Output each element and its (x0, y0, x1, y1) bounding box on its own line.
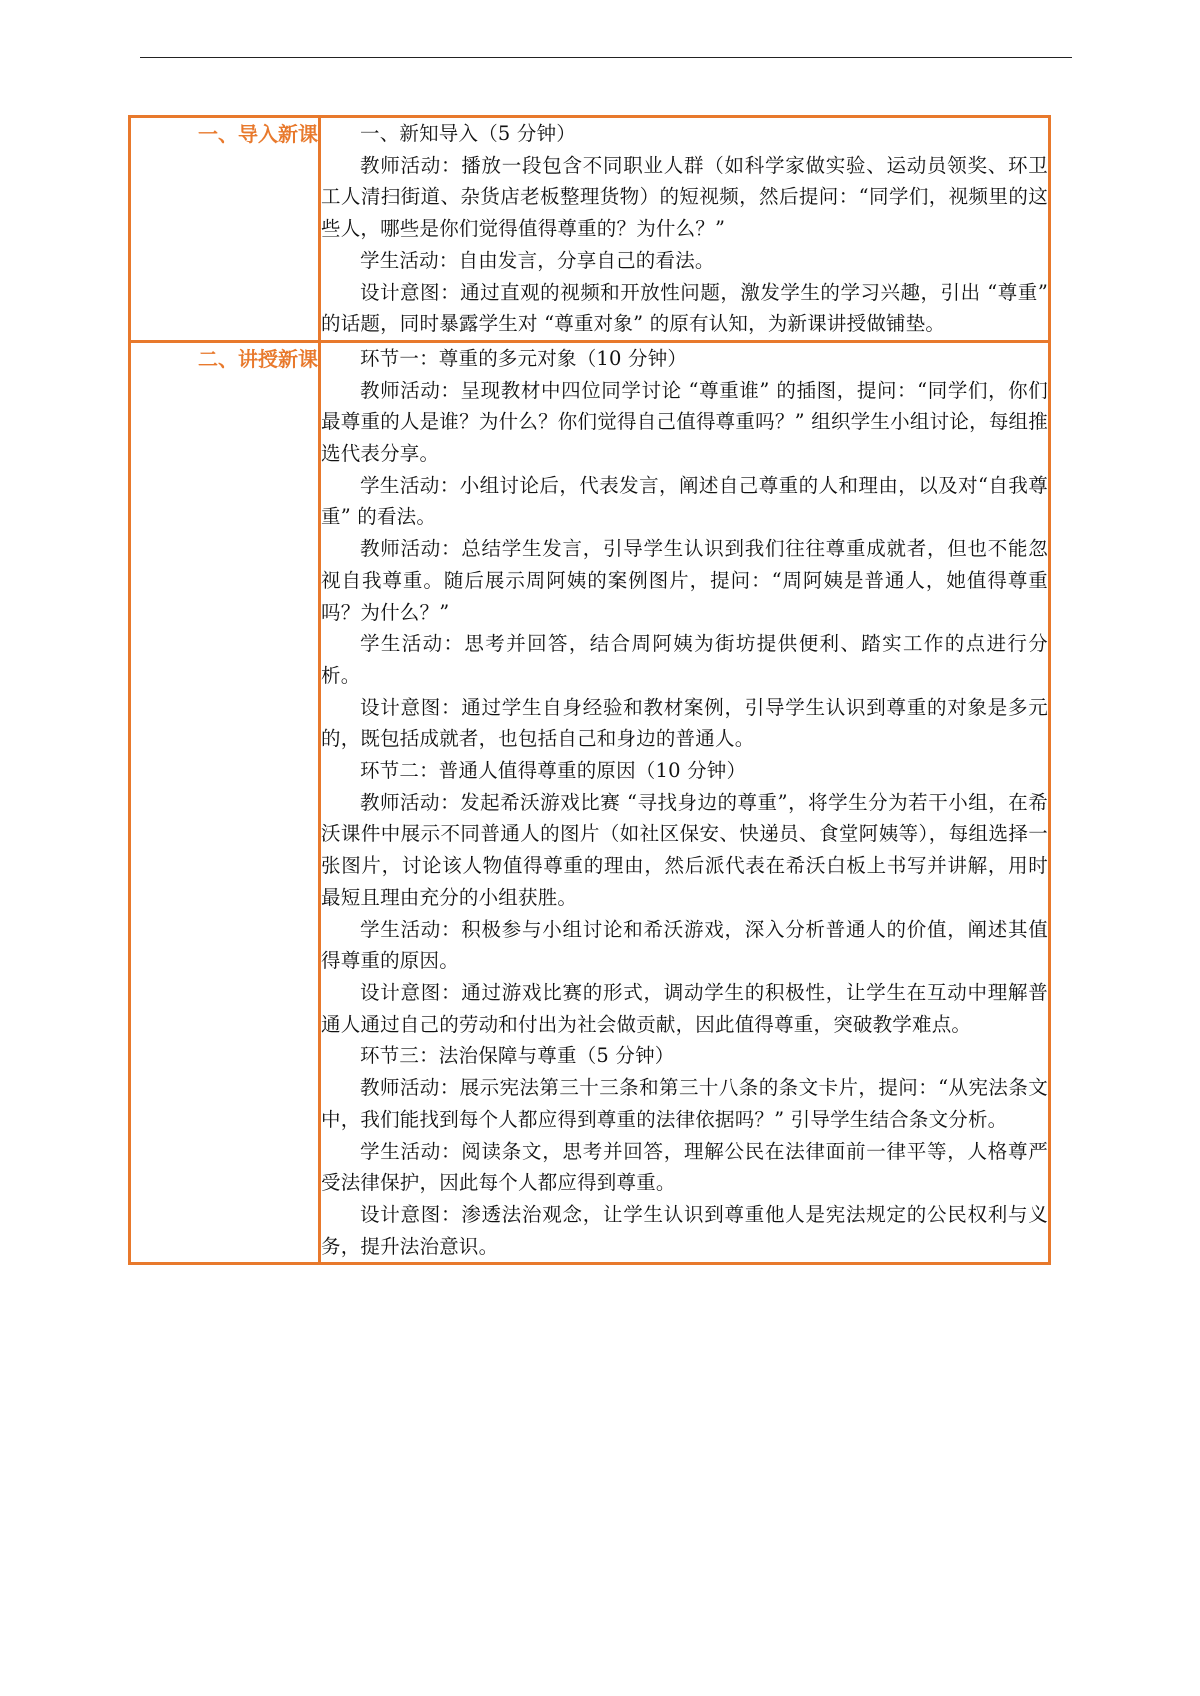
section-label: 一、导入新课 (130, 117, 320, 342)
teacher-activity: 教师活动：展示宪法第三十三条和第三十八条的条文卡片，提问：“从宪法条文中，我们能找到每个人都应得到尊重的法律依据吗？” 引导学生结合条文分析。 (321, 1076, 1048, 1131)
design-intent: 设计意图：通过直观的视频和开放性问题，激发学生的学习兴趣，引出 “尊重” 的话题，同时暴露学生对 “尊重对象” 的原有认知，为新课讲授做铺垫。 (321, 280, 1048, 336)
section-content (320, 117, 1050, 342)
teacher-activity: 教师活动：播放一段包含不同职业人群（如科学家做实验、运动员领奖、环卫工人清扫街道、杂货店老板整理货物）的短视频，然后提问：“同学们，视频里的这些人，哪些是你们觉得值得尊重的？为什么？” (321, 153, 1048, 241)
teacher-activity: 教师活动：总结学生发言，引导学生认识到我们往往尊重成就者，但也不能忽视自我尊重。随后展示周阿姨的案例图片，提问：“周阿姨是普通人，她值得尊重吗？为什么？” (321, 537, 1048, 624)
table-row-new-lesson (130, 341, 1050, 1263)
student-activity: 学生活动：自由发言，分享自己的看法。 (360, 248, 715, 272)
teacher-activity: 教师活动：呈现教材中四位同学讨论 “尊重谁” 的插图，提问：“同学们，你们最尊重的人是谁？为什么？你们觉得自己值得尊重吗？” 组织学生小组讨论，每组推选代表分享。 (321, 378, 1048, 466)
teacher-activity: 教师活动：发起希沃游戏比赛 “寻找身边的尊重”，将学生分为若干小组，在希沃课件中展示不同普通人的图片（如社区保安、快递员、食堂阿姨等），每组选择一张图片，讨论该人物值得尊重的理由，然后派代表在希沃白板上书写并讲解，用时最短且理由充分的小组获胜。 (321, 790, 1048, 909)
design-intent: 设计意图：通过游戏比赛的形式，调动学生的积极性，让学生在互动中理解普通人通过自己的劳动和付出为社会做贡献，因此值得尊重，突破教学难点。 (321, 980, 1048, 1036)
table-row-introduction (130, 117, 1050, 342)
student-activity: 学生活动：思考并回答，结合周阿姨为街坊提供便利、踏实工作的点进行分析。 (321, 632, 1048, 687)
segment-heading: 环节二：普通人值得尊重的原因（10 分钟） (360, 759, 747, 783)
student-activity: 学生活动：小组讨论后，代表发言，阐述自己尊重的人和理由，以及对“自我尊重” 的看法。 (321, 473, 1048, 529)
page-header-rule (140, 57, 1072, 58)
section-content (320, 341, 1050, 1263)
segment-heading: 环节一：尊重的多元对象（10 分钟） (360, 346, 688, 370)
student-activity: 学生活动：阅读条文，思考并回答，理解公民在法律面前一律平等，人格尊严受法律保护，因此每个人都应得到尊重。 (321, 1139, 1048, 1195)
lesson-plan-table (128, 115, 1051, 1265)
design-intent: 设计意图：通过学生自身经验和教材案例，引导学生认识到尊重的对象是多元的，既包括成就者，也包括自己和身边的普通人。 (321, 695, 1048, 751)
design-intent: 设计意图：渗透法治观念，让学生认识到尊重他人是宪法规定的公民权利与义务，提升法治意识。 (321, 1202, 1048, 1258)
segment-heading: 环节三：法治保障与尊重（5 分钟） (360, 1044, 675, 1068)
section-label: 二、讲授新课 (130, 341, 320, 1263)
segment-heading: 一、新知导入（5 分钟） (360, 122, 577, 145)
student-activity: 学生活动：积极参与小组讨论和希沃游戏，深入分析普通人的价值，阐述其值得尊重的原因。 (321, 917, 1048, 973)
